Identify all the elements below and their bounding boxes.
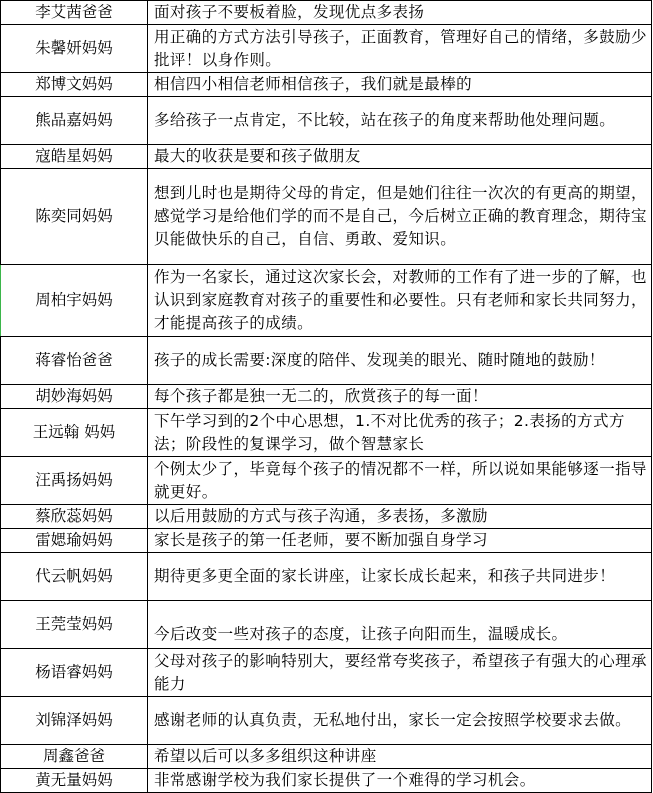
parent-name: 汪禹扬妈妈 <box>1 457 148 505</box>
parent-comment: 多给孩子一点肯定，不比较，站在孩子的角度来帮助他处理问题。 <box>148 97 652 145</box>
parent-comment: 非常感谢学校为我们家长提供了一个难得的学习机会。 <box>148 769 652 793</box>
parent-comment: 感谢老师的认真负责，无私地付出，家长一定会按照学校要求去做。 <box>148 697 652 745</box>
parent-name: 雷媤瑜妈妈 <box>1 529 148 553</box>
parent-name: 朱馨妍妈妈 <box>1 25 148 73</box>
parent-name: 李艾茜爸爸 <box>1 1 148 25</box>
parent-name: 胡妙海妈妈 <box>1 385 148 409</box>
table-row <box>1 409 652 457</box>
parent-comment: 相信四小相信老师相信孩子，我们就是最棒的 <box>148 73 652 97</box>
parent-comment: 最大的收获是要和孩子做朋友 <box>148 145 652 169</box>
parent-name: 代云帆妈妈 <box>1 553 148 601</box>
parent-name: 郑博文妈妈 <box>1 73 148 97</box>
parent-comment: 下午学习到的2个中心思想，1.不对比优秀的孩子；2.表扬的方式方法；阶段性的复课学习，做个智慧家长 <box>148 409 652 457</box>
parent-comment: 个例太少了，毕竟每个孩子的情况都不一样，所以说如果能够逐一指导就更好。 <box>148 457 652 505</box>
parent-name: 寇皓星妈妈 <box>1 145 148 169</box>
parent-name: 熊品嘉妈妈 <box>1 97 148 145</box>
parent-name: 刘锦泽妈妈 <box>1 697 148 745</box>
table-row <box>1 25 652 73</box>
table-row <box>1 745 652 769</box>
parent-comment: 希望以后可以多多组织这种讲座 <box>148 745 652 769</box>
table-row <box>1 529 652 553</box>
table-row <box>1 553 652 601</box>
table-row <box>1 505 652 529</box>
parent-comment: 孩子的成长需要:深度的陪伴、发现美的眼光、随时随地的鼓励！ <box>148 337 652 385</box>
table-row <box>1 697 652 745</box>
parent-comment: 用正确的方式方法引导孩子，正面教育，管理好自己的情绪，多鼓励少批评！以身作则。 <box>148 25 652 73</box>
parent-name: 黄无量妈妈 <box>1 769 148 793</box>
parent-name: 陈奕同妈妈 <box>1 169 148 265</box>
table-row <box>1 145 652 169</box>
table-row <box>1 97 652 145</box>
parent-name: 王莞莹妈妈 <box>1 601 148 649</box>
parent-comment: 想到儿时也是期待父母的肯定，但是她们往往一次次的有更高的期望，感觉学习是给他们学的而不是自己，今后树立正确的教育理念，期待宝贝能做快乐的自己，自信、勇敢、爱知识。 <box>148 169 652 265</box>
parent-name: 杨语睿妈妈 <box>1 649 148 697</box>
parent-name: 蒋睿怡爸爸 <box>1 337 148 385</box>
table-row <box>1 1 652 25</box>
table-row <box>1 457 652 505</box>
table-row <box>1 601 652 649</box>
table-row <box>1 73 652 97</box>
parent-name: 周鑫爸爸 <box>1 745 148 769</box>
parent-comment: 每个孩子都是独一无二的，欣赏孩子的每一面！ <box>148 385 652 409</box>
parent-comment: 面对孩子不要板着脸，发现优点多表扬 <box>148 1 652 25</box>
table-row <box>1 769 652 793</box>
parent-comment: 作为一名家长，通过这次家长会，对教师的工作有了进一步的了解，也认识到家庭教育对孩子的重要性和必要性。只有老师和家长共同努力，才能提高孩子的成绩。 <box>148 265 652 337</box>
parent-comment: 今后改变一些对孩子的态度，让孩子向阳而生，温暖成长。 <box>148 601 652 649</box>
parent-name: 蔡欣蕊妈妈 <box>1 505 148 529</box>
parent-comment: 父母对孩子的影响特别大，要经常夸奖孩子，希望孩子有强大的心理承能力 <box>148 649 652 697</box>
table-row <box>1 169 652 265</box>
parent-name: 王远翰 妈妈 <box>1 409 148 457</box>
parent-comment: 家长是孩子的第一任老师，要不断加强自身学习 <box>148 529 652 553</box>
table-row <box>1 265 652 337</box>
parent-comment: 以后用鼓励的方式与孩子沟通，多表扬，多激励 <box>148 505 652 529</box>
parent-name: 周柏宇妈妈 <box>1 265 148 337</box>
parent-comment: 期待更多更全面的家长讲座，让家长成长起来，和孩子共同进步！ <box>148 553 652 601</box>
table-row <box>1 337 652 385</box>
table-row <box>1 385 652 409</box>
table-row <box>1 649 652 697</box>
